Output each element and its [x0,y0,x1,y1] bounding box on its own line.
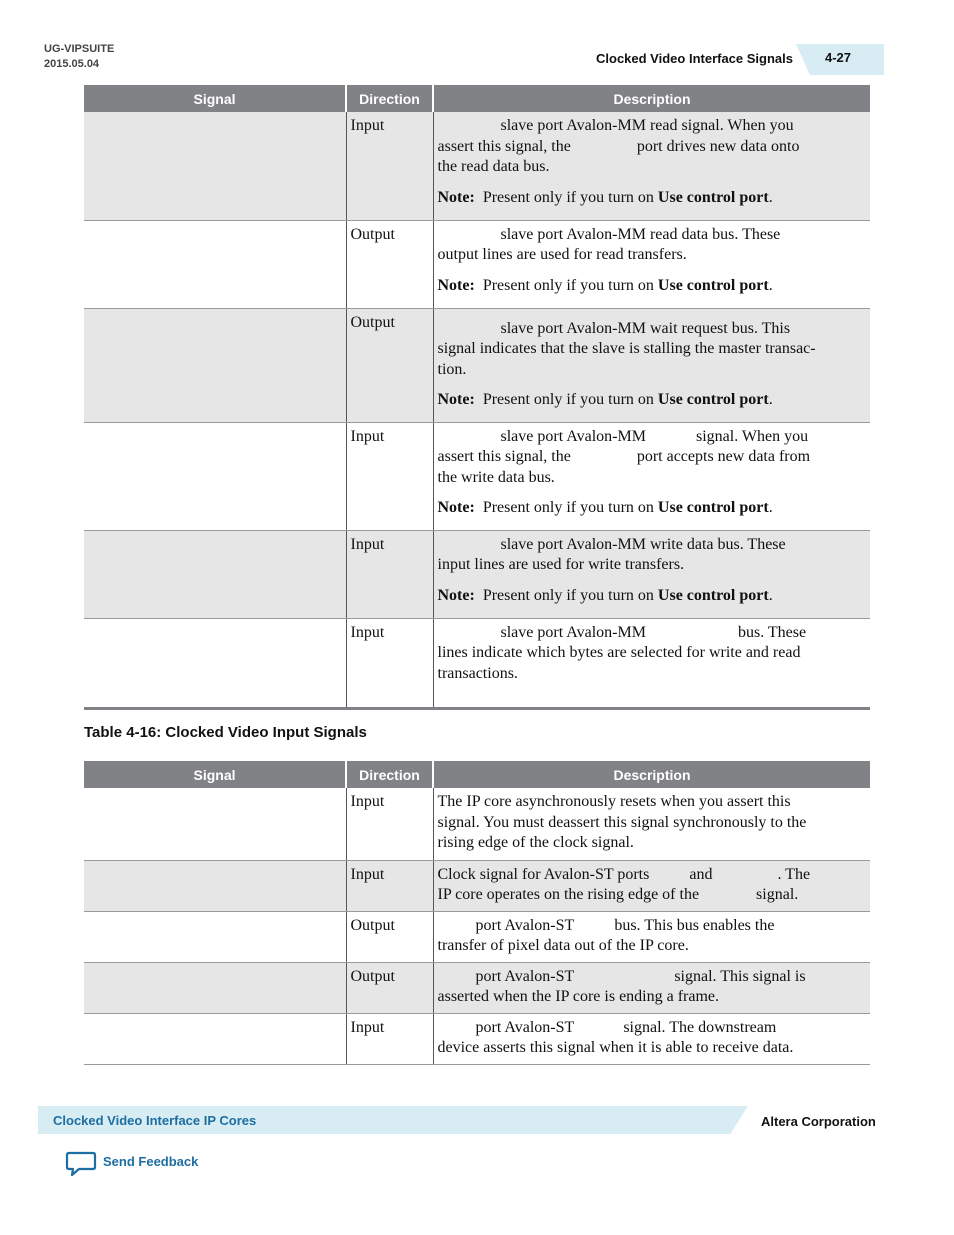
description-cell: slave port Avalon-MM read data bus. These output lines are used for read transfers. Note: Present only if you turn on Use control port. [433,220,870,308]
direction-cell: Input [346,860,433,911]
page-number: 4-27 [825,50,852,65]
direction-cell: Output [346,962,433,1013]
direction-cell: Output [346,308,433,422]
description-cell: Clock signal for Avalon-ST ports and . The IP core operates on the rising edge of the signal. [433,860,870,911]
signal-cell [84,530,346,618]
doc-date: 2015.05.04 [44,58,100,70]
table-row [84,308,870,422]
doc-code: UG-VIPSUITE [44,43,115,55]
table-row [84,618,870,708]
header-direction: Direction [346,761,433,788]
note: Note: Present only if you turn on Use control port. [437,188,773,206]
signal-cell [84,618,346,708]
direction-cell: Input [346,618,433,708]
header-direction: Direction [346,85,433,112]
table-row [84,220,870,308]
signal-cell [84,112,346,220]
signal-cell [84,860,346,911]
header-description: Description [433,761,870,788]
table-row [84,422,870,530]
table-row [84,860,870,911]
signal-cell [84,788,346,860]
table-row [84,788,870,860]
description-cell: The IP core asynchronously resets when you assert this signal. You must deassert this signal synchronously to the rising edge of the clock signal. [433,788,870,860]
table-header-row [84,761,870,788]
section-title: Clocked Video Interface Signals [596,51,793,66]
direction-cell: Output [346,220,433,308]
direction-cell: Input [346,112,433,220]
header-signal: Signal [84,761,346,788]
signal-cell [84,962,346,1013]
speech-bubble-icon[interactable] [65,1150,97,1178]
chapter-link[interactable]: Clocked Video Interface IP Cores [53,1113,257,1128]
direction-cell: Input [346,1013,433,1064]
direction-cell: Input [346,788,433,860]
description-cell: port Avalon-ST bus. This bus enables the transfer of pixel data out of the IP core. [433,911,870,962]
signal-cell [84,220,346,308]
send-feedback-link[interactable]: Send Feedback [103,1154,199,1169]
description-cell: slave port Avalon-MM write data bus. These input lines are used for write transfers. Note: Present only if you turn on Use control port. [433,530,870,618]
company-name: Altera Corporation [761,1114,876,1129]
table-row [84,1013,870,1064]
table-row [84,530,870,618]
description-cell: slave port Avalon-MM signal. When you assert this signal, the port accepts new data from the write data bus. Note: Present only if you turn on Use control port. [433,422,870,530]
table-row [84,962,870,1013]
description-cell: slave port Avalon-MM wait request bus. This signal indicates that the slave is stalling the master transac- tion. Note: Present only if you turn on Use control port. [433,308,870,422]
description-cell: slave port Avalon-MM read signal. When you assert this signal, the port drives new data onto the read data bus. Note: Present only if you turn on Use control port. [433,112,870,220]
direction-cell: Output [346,911,433,962]
description-cell: port Avalon-ST signal. This signal is asserted when the IP core is ending a frame. [433,962,870,1013]
note: Note: Present only if you turn on Use control port. [437,391,773,408]
signal-cell [84,308,346,422]
table-caption: Table 4-16: Clocked Video Input Signals [84,724,367,741]
table-row [84,112,870,220]
table-row [84,911,870,962]
avalon-mm-signals-table [84,85,870,710]
note: Note: Present only if you turn on Use control port. [437,276,773,294]
header-signal: Signal [84,85,346,112]
note: Note: Present only if you turn on Use control port. [437,499,773,516]
clocked-video-input-signals-table [84,761,870,1065]
note: Note: Present only if you turn on Use control port. [437,586,773,604]
signal-cell [84,422,346,530]
table-header-row [84,85,870,112]
direction-cell: Input [346,422,433,530]
header-description: Description [433,85,870,112]
signal-cell [84,911,346,962]
description-cell: port Avalon-ST signal. The downstream device asserts this signal when it is able to receive data. [433,1013,870,1064]
direction-cell: Input [346,530,433,618]
signal-cell [84,1013,346,1064]
document-id [44,42,114,72]
description-cell: slave port Avalon-MM bus. These lines indicate which bytes are selected for write and read transactions. [433,618,870,708]
